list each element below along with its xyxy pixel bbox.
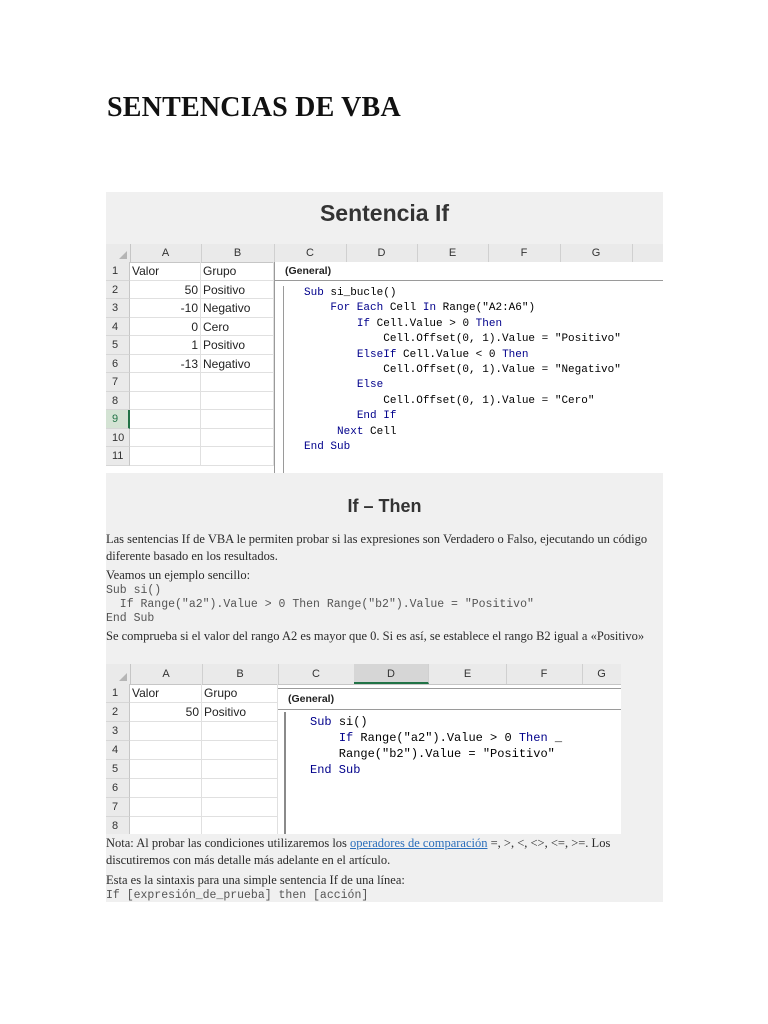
row-header-5[interactable]: 5 [106, 336, 130, 355]
cell-a9[interactable] [130, 410, 201, 429]
row-header-2[interactable]: 2 [106, 703, 130, 722]
note-paragraph: Nota: Al probar las condiciones utilizaremos los operadores de comparación =, >, <, <>, <=, >=. Los discutiremos con más detalle más adelante en el artículo. [106, 836, 611, 867]
column-header-f[interactable]: F [488, 244, 561, 262]
code-line: Cell.Offset(0, 1).Value = "Negativo" [304, 364, 621, 377]
syntax-code: If [expresión_de_prueba] then [acción] [106, 889, 369, 902]
cell-a6[interactable]: -13 [130, 355, 201, 374]
column-header-f[interactable]: F [506, 664, 583, 684]
column-header-a[interactable]: A [130, 664, 203, 684]
cell-b10[interactable] [201, 429, 274, 448]
comparison-operators-link[interactable]: operadores de comparación [350, 836, 488, 850]
cell-a7[interactable] [130, 373, 201, 392]
procedure-combo-box[interactable]: (General) [275, 262, 663, 281]
row-header-6[interactable]: 6 [106, 779, 130, 798]
column-header-g[interactable]: G [582, 664, 621, 684]
cell-a7[interactable] [130, 798, 202, 817]
vba-editor-window [274, 262, 663, 473]
section-heading-if-then: If – Then [347, 496, 422, 516]
cell-a3[interactable]: -10 [130, 299, 201, 318]
code-line: Else [356, 379, 384, 392]
column-header-d[interactable]: D [346, 244, 418, 262]
cell-b2[interactable]: Positivo [202, 703, 278, 722]
cell-b1[interactable]: Grupo [201, 262, 274, 281]
cell-b8[interactable] [202, 817, 278, 834]
code-line: Sub si() [310, 715, 368, 729]
cell-b9[interactable] [201, 410, 274, 429]
cell-b4[interactable]: Cero [201, 318, 274, 337]
column-header-a[interactable]: A [130, 244, 202, 262]
vba-editor-window [278, 688, 621, 834]
column-header-c[interactable]: C [278, 664, 355, 684]
code-line: If Cell.Value > 0 Then [356, 317, 503, 330]
procedure-combo-box[interactable]: (General) [278, 688, 621, 710]
spreadsheet-example-1 [106, 244, 663, 473]
code-line: Cell.Offset(0, 1).Value = "Cero" [304, 394, 595, 407]
cell-a5[interactable] [130, 760, 202, 779]
column-header-bar [106, 664, 621, 685]
cell-b6[interactable] [202, 779, 278, 798]
cell-b4[interactable] [202, 741, 278, 760]
code-line: For Each Cell In Range("A2:A6") [330, 302, 536, 315]
example-code-snippet: Sub si() If Range("a2").Value > 0 Then Range("b2").Value = "Positivo" End Sub [106, 584, 534, 625]
cell-b7[interactable] [201, 373, 274, 392]
cell-b5[interactable] [202, 760, 278, 779]
row-header-7[interactable]: 7 [106, 373, 130, 392]
explanation-paragraph: Se comprueba si el valor del rango A2 es mayor que 0. Si es así, se establece el rango B2 igual a «Positivo» [106, 629, 645, 643]
code-pane[interactable] [284, 712, 621, 834]
spreadsheet-example-2 [106, 664, 621, 834]
intro-paragraph: Las sentencias If de VBA le permiten probar si las expresiones son Verdadero o Falso, ejecutando un código diferente basado en los resultados. [106, 532, 648, 563]
cell-b11[interactable] [201, 447, 274, 466]
row-header-4[interactable]: 4 [106, 741, 130, 760]
cell-a2[interactable]: 50 [130, 281, 201, 300]
cell-b3[interactable] [202, 722, 278, 741]
cell-a4[interactable] [130, 741, 202, 760]
row-header-5[interactable]: 5 [106, 760, 130, 779]
column-header-b[interactable]: B [201, 244, 275, 262]
code-line: Range("b2").Value = "Positivo" [310, 747, 555, 761]
row-header-11[interactable]: 11 [106, 447, 130, 466]
cell-a3[interactable] [130, 722, 202, 741]
document-title: SENTENCIAS DE VBA [107, 92, 401, 123]
section-heading-if: Sentencia If [319, 200, 450, 226]
row-header-1[interactable]: 1 [106, 684, 130, 703]
vba-code-block [304, 286, 621, 455]
code-line: End If [356, 410, 397, 423]
row-header-3[interactable]: 3 [106, 722, 130, 741]
row-header-2[interactable]: 2 [106, 281, 130, 300]
row-header-4[interactable]: 4 [106, 318, 130, 337]
row-header-6[interactable]: 6 [106, 355, 130, 374]
code-line: ElseIf Cell.Value < 0 Then [356, 348, 529, 361]
cell-b8[interactable] [201, 392, 274, 411]
column-header-c[interactable]: C [274, 244, 347, 262]
code-line: End Sub [310, 763, 361, 777]
row-header-10[interactable]: 10 [106, 429, 130, 448]
select-all-corner[interactable] [106, 664, 131, 684]
row-header-8[interactable]: 8 [106, 392, 130, 411]
cell-a1[interactable]: Valor [130, 262, 201, 281]
column-header-bar [106, 244, 663, 263]
cell-a4[interactable]: 0 [130, 318, 201, 337]
cell-a1[interactable]: Valor [130, 684, 202, 703]
cell-b2[interactable]: Positivo [201, 281, 274, 300]
cell-b1[interactable]: Grupo [202, 684, 278, 703]
column-header-e[interactable]: E [429, 664, 507, 684]
content-image-panel [106, 192, 663, 902]
cell-a2[interactable]: 50 [130, 703, 202, 722]
column-header-e[interactable]: E [417, 244, 489, 262]
cell-a5[interactable]: 1 [130, 336, 201, 355]
row-header-3[interactable]: 3 [106, 299, 130, 318]
cell-a11[interactable] [130, 447, 201, 466]
code-line: End Sub [304, 441, 351, 454]
vba-code-block [310, 714, 562, 778]
column-header-b[interactable]: B [202, 664, 279, 684]
cell-b3[interactable]: Negativo [201, 299, 274, 318]
column-header-d[interactable]: D [354, 664, 429, 684]
code-pane[interactable] [283, 286, 663, 473]
row-header-7[interactable]: 7 [106, 798, 130, 817]
column-header-g[interactable]: G [560, 244, 633, 262]
cell-a8[interactable] [130, 392, 201, 411]
cell-a6[interactable] [130, 779, 202, 798]
select-all-corner[interactable] [106, 244, 131, 262]
syntax-label: Esta es la sintaxis para una simple sentencia If de una línea: [106, 873, 405, 887]
code-line: Next Cell [337, 425, 397, 438]
cell-b7[interactable] [202, 798, 278, 817]
row-header-8[interactable]: 8 [106, 817, 130, 834]
cell-a8[interactable] [130, 817, 202, 834]
row-header-9[interactable]: 9 [106, 410, 130, 429]
cell-b5[interactable]: Positivo [201, 336, 274, 355]
cell-b6[interactable]: Negativo [201, 355, 274, 374]
cell-a10[interactable] [130, 429, 201, 448]
code-line: If Range("a2").Value > 0 Then _ [338, 731, 563, 745]
row-header-1[interactable]: 1 [106, 262, 130, 281]
code-line: Cell.Offset(0, 1).Value = "Positivo" [304, 333, 621, 346]
code-line: Sub si_bucle() [304, 287, 397, 299]
example-label: Veamos un ejemplo sencillo: [106, 568, 251, 582]
